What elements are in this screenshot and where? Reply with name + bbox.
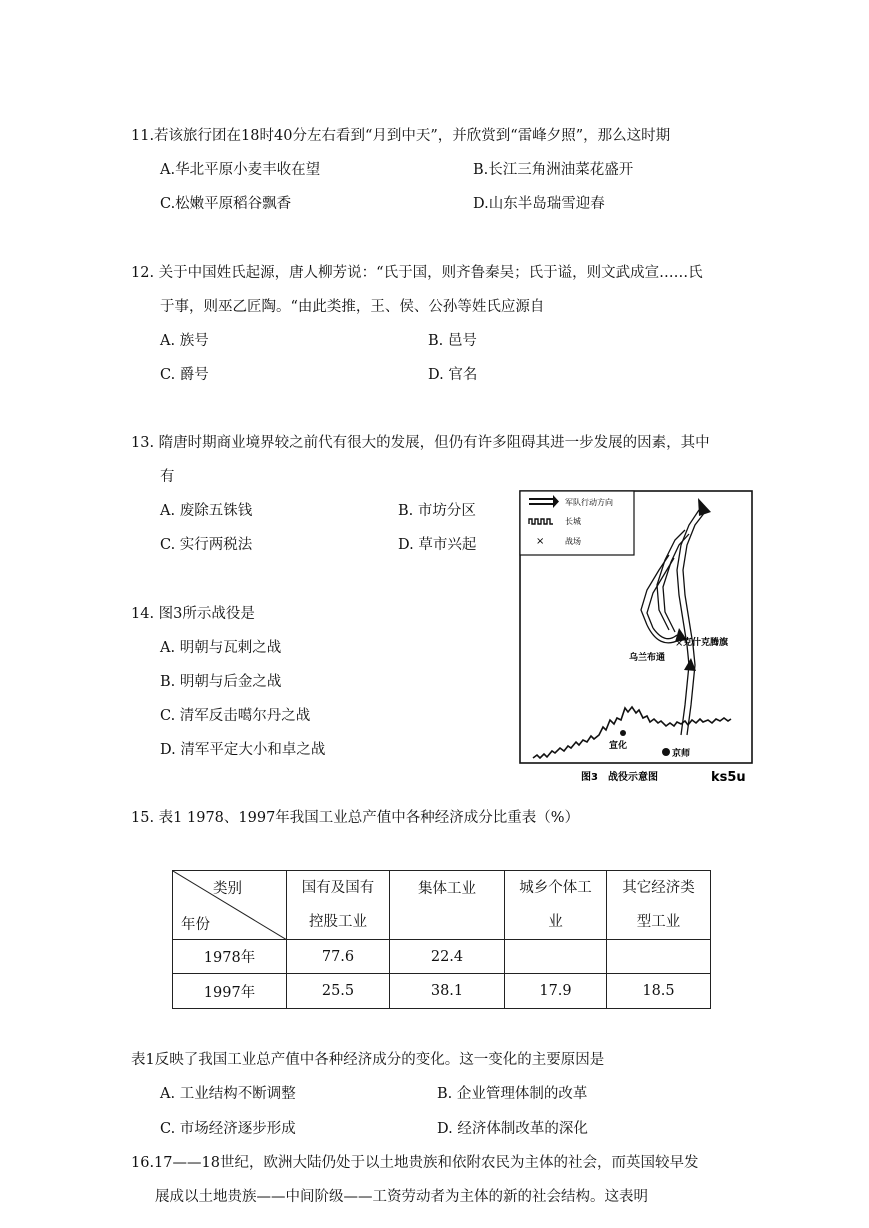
- table-cell: [505, 940, 607, 974]
- q16-stem-line2: 展成以土地贵族——中间阶级——工资劳动者为主体的新的社会结构。这表明: [155, 1189, 648, 1205]
- q14-option-a: A. 明朝与瓦剌之战: [160, 640, 282, 656]
- battlefield-marker-icon: ×: [675, 638, 684, 649]
- table-cell: 38.1: [390, 974, 505, 1009]
- table-cell: [607, 940, 711, 974]
- corner-year-label: 年份: [181, 917, 210, 933]
- table-cell: 77.6: [287, 940, 390, 974]
- col1-header-line2: 控股工业: [309, 914, 367, 930]
- legend-wall-label: 长城: [565, 517, 581, 526]
- table-row: [173, 940, 711, 974]
- table-cell: 17.9: [505, 974, 607, 1009]
- legend-battle-icon: ×: [536, 536, 545, 547]
- map-label-ulanbutong: 乌兰布通: [629, 653, 666, 663]
- table-header-cell: [390, 871, 505, 940]
- q13-option-d: D. 草市兴起: [398, 537, 477, 553]
- table-cell-year: 1978年: [173, 940, 287, 974]
- map-label-jingshi: 京师: [672, 749, 691, 759]
- q14-option-d: D. 清军平定大小和卓之战: [160, 742, 326, 758]
- q14-option-b: B. 明朝与后金之战: [160, 674, 282, 690]
- q15-option-a: A. 工业结构不断调整: [160, 1086, 296, 1102]
- q13-option-b: B. 市坊分区: [398, 503, 476, 519]
- q12-option-c: C. 爵号: [160, 367, 209, 383]
- q11-stem: 11.若该旅行团在18时40分左右看到“月到中天”，并欣赏到“雷峰夕照”，那么这时期: [131, 128, 671, 144]
- q12-option-d: D. 官名: [428, 367, 478, 383]
- q12-stem-line2: 于事，则巫乙匠陶。“由此类推，王、侯、公孙等姓氏应源自: [160, 299, 545, 315]
- q11-option-a: A.华北平原小麦丰收在望: [160, 162, 321, 178]
- q13-option-a: A. 废除五铢钱: [160, 503, 253, 519]
- col2-header: 集体工业: [418, 881, 476, 897]
- city-jingshi-icon: [662, 748, 670, 756]
- table-cell: 25.5: [287, 974, 390, 1009]
- q15-followup: 表1反映了我国工业总产值中各种经济成分的变化。这一变化的主要原因是: [131, 1052, 605, 1068]
- q14-stem: 14. 图3所示战役是: [131, 606, 255, 622]
- q15-option-c: C. 市场经济逐步形成: [160, 1121, 296, 1137]
- table-cell: 18.5: [607, 974, 711, 1009]
- col4-header-line2: 型工业: [636, 914, 681, 930]
- table-row: [173, 974, 711, 1009]
- q13-stem-line1: 13. 隋唐时期商业境界较之前代有很大的发展，但仍有许多阻碍其进一步发展的因素，其中: [131, 435, 710, 451]
- table-header-cell: [607, 871, 711, 940]
- economic-composition-table: [172, 870, 711, 1009]
- legend-wall-icon: [529, 519, 553, 524]
- q15-stem: 15. 表1 1978、1997年我国工业总产值中各种经济成分比重表（%）: [131, 810, 580, 826]
- col3-header-line2: 业: [548, 914, 563, 930]
- col4-header-line1: 其它经济类: [622, 880, 695, 896]
- col3-header-line1: 城乡个体工: [519, 880, 592, 896]
- q13-stem-line2: 有: [160, 469, 175, 485]
- map-caption: 图3 战役示意图: [581, 772, 658, 783]
- city-xuanhua-icon: [620, 730, 626, 736]
- corner-category-label: 类别: [213, 881, 242, 897]
- q15-option-b: B. 企业管理体制的改革: [437, 1086, 588, 1102]
- q11-option-c: C.松嫩平原稻谷飘香: [160, 196, 292, 212]
- table-header-cell: [505, 871, 607, 940]
- table-corner-header: [173, 871, 287, 940]
- map-label-xuanhua: 宣化: [609, 741, 628, 751]
- q11-option-d: D.山东半岛瑞雪迎春: [473, 196, 605, 212]
- legend-battle-label: 战场: [565, 537, 581, 546]
- legend-move-label: 军队行动方向: [565, 498, 613, 507]
- q15-option-d: D. 经济体制改革的深化: [437, 1121, 588, 1137]
- q11-option-b: B.长江三角洲油菜花盛开: [473, 162, 634, 178]
- table-cell-year: 1997年: [173, 974, 287, 1009]
- q16-stem-line1: 16.17——18世纪，欧洲大陆仍处于以土地贵族和依附农民为主体的社会，而英国较早发: [131, 1155, 699, 1171]
- battle-map-figure: [519, 490, 753, 787]
- q14-option-c: C. 清军反击噶尔丹之战: [160, 708, 311, 724]
- map-watermark: ks5u: [711, 770, 746, 785]
- q13-option-c: C. 实行两税法: [160, 537, 253, 553]
- col1-header-line1: 国有及国有: [301, 880, 375, 896]
- q12-stem-line1: 12. 关于中国姓氏起源，唐人柳芳说：“氏于国，则齐鲁秦吴；氏于谥，则文武成宣……氏: [131, 265, 703, 281]
- table-cell: 22.4: [390, 940, 505, 974]
- q12-option-b: B. 邑号: [428, 333, 477, 349]
- table-header-cell: [287, 871, 390, 940]
- q12-option-a: A. 族号: [160, 333, 209, 349]
- map-label-keshiketeng: 克什克腾旗: [683, 638, 729, 648]
